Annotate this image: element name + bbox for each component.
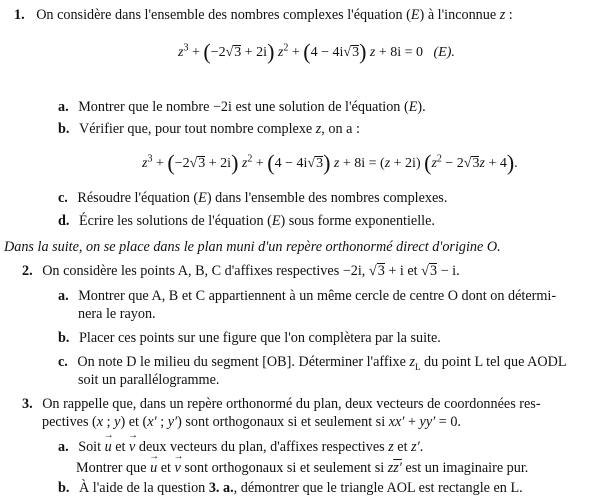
- q3a-line2: Montrer que → u et → v sont orthogonaux si et seulement si zz′ est un imaginaire pur.: [76, 459, 528, 477]
- q2-line: 2. On considère les points A, B, C d'affixes respectives −2i, √3 + i et √3 − i.: [22, 263, 460, 279]
- q1c-label: c.: [58, 190, 68, 206]
- q1d-end: ) sous forme exponentielle.: [280, 213, 435, 229]
- q1a-text: Montrer que le nombre −2i est une solution de l'équation (: [78, 99, 409, 115]
- q3b-label: b.: [58, 480, 70, 496]
- q1-text-b: ) à l'inconnue: [419, 7, 500, 23]
- q3-line2: pectives (x ; y) et (x′ ; y′) sont orthogonaux si et seulement si xx′ + yy′ = 0.: [42, 414, 461, 430]
- q1b-end: , on a :: [321, 121, 360, 137]
- q2b-label: b.: [58, 330, 70, 346]
- q1b-text: Vérifier que, pour tout nombre complexe: [78, 121, 316, 137]
- q2a-text1: Montrer que A, B et C appartiennent à un même cercle de centre O dont on détermi-: [78, 288, 557, 304]
- q1-z: z: [499, 7, 506, 23]
- q2a-line2: nera le rayon.: [78, 306, 156, 322]
- q3b-line: b. À l'aide de la question 3. a., démontrer que le triangle AOL est rectangle en L.: [58, 480, 523, 496]
- q1-text-c: :: [505, 7, 513, 23]
- q1c-line: [58, 189, 447, 207]
- q1c-end: ) dans l'ensemble des nombres complexes.: [206, 190, 448, 206]
- q3-text1: On rappelle que, dans un repère orthonormé du plan, deux vecteurs de coordonnées res-: [42, 396, 541, 412]
- q1c-text: Résoudre l'équation (: [77, 190, 199, 206]
- q1a-E: E: [408, 99, 418, 115]
- q2-end: + i et: [384, 263, 422, 279]
- q2-number: 2.: [22, 263, 33, 279]
- equation-label: (E).: [433, 45, 455, 60]
- q2a-line1: [58, 287, 556, 305]
- q2c-text: On note D le milieu du segment [OB]. Déterminer l'affixe: [77, 354, 410, 370]
- q3-number: 3.: [22, 396, 33, 412]
- equation-E: $z^3 + (-2√3 + 2i) z^2 + (4 - 4i√3) z + 8i = 0$ (E).: [178, 39, 455, 64]
- q1-text-a: On considère dans l'ensemble des nombres complexes l'équation (: [36, 7, 411, 23]
- q1d-label: d.: [58, 213, 70, 229]
- q1a-line: [58, 98, 426, 116]
- q2c-line2: soit un parallélogramme.: [78, 372, 220, 388]
- q1b-label: b.: [58, 121, 70, 137]
- q1a-label: a.: [58, 99, 69, 115]
- q1d-line: [58, 212, 435, 230]
- equation-factorization: $z^3 + (-2√3 + 2i) z^2 + (4 - 4i√3) z + 8i = (z + 2i) (z^2 - 2√3z + 4)$.: [142, 150, 518, 175]
- q1d-E: E: [271, 213, 281, 229]
- q1-E: E: [410, 7, 420, 23]
- q1-number: 1.: [14, 7, 25, 23]
- q2b-text: Placer ces points sur une figure que l'on complètera par la suite.: [78, 330, 441, 346]
- q1b-z: z: [315, 121, 322, 137]
- q3-line1: [22, 395, 541, 413]
- q1c-E: E: [198, 190, 207, 206]
- q1-line: [14, 6, 513, 24]
- q1d-text: Écrire les solutions de l'équation (: [78, 213, 272, 229]
- q1b-line: [58, 120, 360, 138]
- intro-line: Dans la suite, on se place dans le plan muni d'un repère orthonormé direct d'origine O.: [4, 239, 501, 255]
- q2c-line1: c. On note D le milieu du segment [OB]. Déterminer l'affixe $z_L$ du point L tel que AODL: [58, 354, 567, 372]
- q2b-line: [58, 329, 441, 347]
- q2c-mid: du point L tel que AODL: [420, 354, 567, 370]
- q2a-label: a.: [58, 288, 69, 304]
- q2c-label: c.: [58, 354, 68, 370]
- q2-text: On considère les points A, B, C d'affixes respectives −2i,: [42, 263, 369, 279]
- q1a-end: ).: [417, 99, 426, 115]
- q3a-label: a.: [58, 439, 69, 455]
- q3a-line1: a. Soit → u et → v deux vecteurs du plan, d'affixes respectives z et z′.: [58, 438, 423, 456]
